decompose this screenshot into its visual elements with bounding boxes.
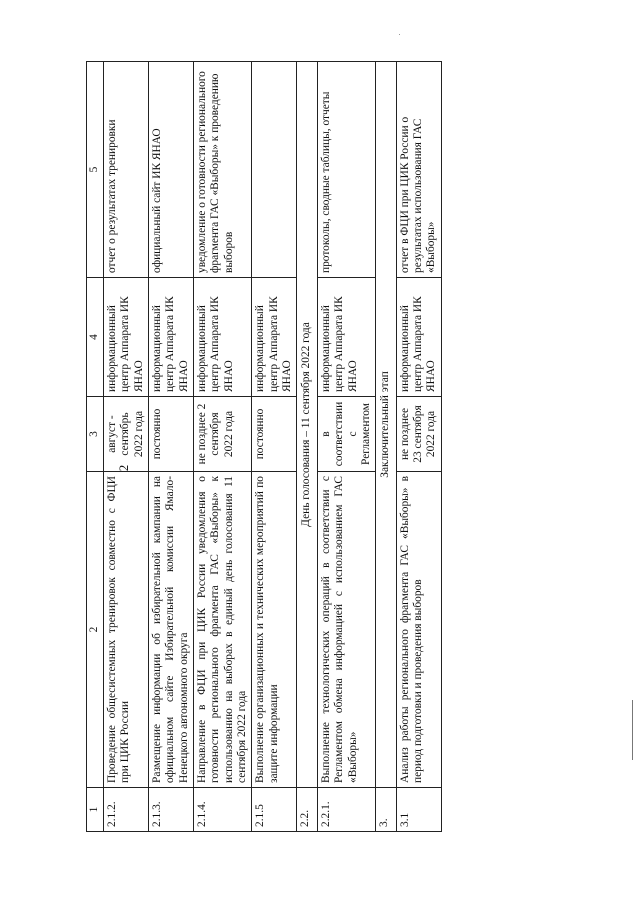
row-executor: информационный центр Аппарата ИК ЯНАО <box>149 278 194 397</box>
row-executor: информационный центр Аппарата ИК ЯНАО <box>104 278 149 397</box>
row-result: официальный сайт ИК ЯНАО <box>149 62 194 278</box>
row-description: Проведение общесистемных тренировок совместно с ФЦИ при ЦИК России <box>104 472 149 788</box>
row-deadline: постоянно <box>252 397 297 472</box>
section-number: 3. <box>376 788 396 832</box>
row-executor: информационный центр Аппарата ИК ЯНАО <box>396 278 441 397</box>
scan-speck <box>399 34 400 35</box>
table-header-row <box>87 62 104 832</box>
section-title: Заключительный этап <box>376 62 396 788</box>
row-deadline: не позднее 23 сентября 2022 года <box>396 397 441 472</box>
row-deadline: в соответствии с Регламентом <box>317 397 375 472</box>
table-row <box>396 62 441 832</box>
row-result: отчет о результатах тренировки <box>104 62 149 278</box>
row-executor: информационный центр Аппарата ИК ЯНАО <box>317 278 375 397</box>
row-number: 2.1.5 <box>252 788 297 832</box>
row-description: Выполнение организационных и технических мероприятий по защите информации <box>252 472 297 788</box>
row-deadline: август - сентябрь 2022 года <box>104 397 149 472</box>
header-col-4: 4 <box>87 278 104 397</box>
section-row <box>297 62 317 832</box>
row-number: 3.1 <box>396 788 441 832</box>
row-result: протоколы, сводные таблицы, отчеты <box>317 62 375 278</box>
header-col-5: 5 <box>87 62 104 278</box>
scan-edge-mark <box>632 700 633 760</box>
plan-table <box>86 61 442 832</box>
row-description: Направление в ФЦИ при ЦИК России уведомления о готовности регионального фрагмента ГАС «Выборы» к использованию на выборах в единый день голосования 11 сентября 2022 года <box>194 472 252 788</box>
row-executor: информационный центр Аппарата ИК ЯНАО <box>194 278 252 397</box>
page-number: 2 <box>116 464 131 472</box>
row-number: 2.1.2. <box>104 788 149 832</box>
row-result: уведомление о готовности регионального фрагмента ГАС «Выборы» к проведению выборов <box>194 62 252 278</box>
header-col-3: 3 <box>87 397 104 472</box>
row-number: 2.1.3. <box>149 788 194 832</box>
row-result <box>252 62 297 278</box>
section-row <box>376 62 396 832</box>
rotated-table-container <box>86 62 626 832</box>
table-row <box>317 62 375 832</box>
row-deadline: постоянно <box>149 397 194 472</box>
row-description: Анализ работы регионального фрагмента ГАС «Выборы» в период подготовки и проведения выборов <box>396 472 441 788</box>
row-deadline: не позднее 2 сентября 2022 года <box>194 397 252 472</box>
row-number: 2.1.4. <box>194 788 252 832</box>
row-description: Размещение информации об избирательной кампании на официальном сайте Избирательной комиссии Ямало-Ненецкого автономного округа <box>149 472 194 788</box>
section-title: День голосования – 11 сентября 2022 года <box>297 62 317 788</box>
section-number: 2.2. <box>297 788 317 832</box>
table-row <box>104 62 149 832</box>
table-row <box>149 62 194 832</box>
table-row <box>194 62 252 832</box>
row-number: 2.2.1. <box>317 788 375 832</box>
header-col-1: 1 <box>87 788 104 832</box>
header-col-2: 2 <box>87 472 104 788</box>
row-description: Выполнение технологических операций в соответствии с Регламентом обмена информацией с использованием ГАС «Выборы» <box>317 472 375 788</box>
row-executor: информационный центр Аппарата ИК ЯНАО <box>252 278 297 397</box>
table-row <box>252 62 297 832</box>
row-result: отчет в ФЦИ при ЦИК России о результатах использования ГАС «Выборы» <box>396 62 441 278</box>
